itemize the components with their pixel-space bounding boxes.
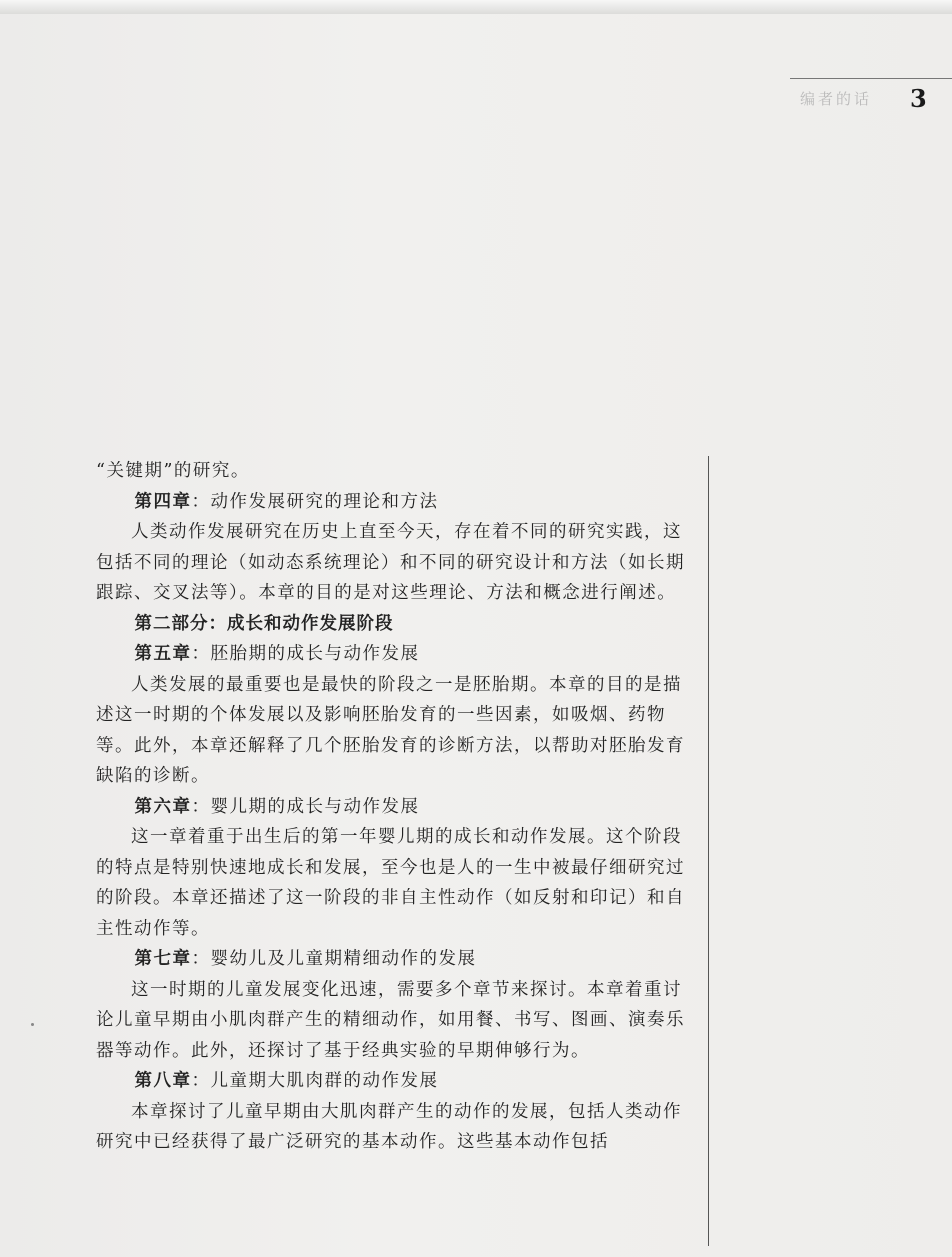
page-number: 3 bbox=[910, 84, 927, 113]
chapter-5-title: ：胚胎期的成长与动作发展 bbox=[191, 644, 420, 664]
chapter-6-heading bbox=[96, 792, 700, 823]
page-top-edge bbox=[0, 0, 952, 14]
page-body bbox=[96, 456, 700, 1158]
chapter-8-heading bbox=[96, 1066, 700, 1097]
chapter-8-title: ：儿童期大肌肉群的动作发展 bbox=[191, 1071, 439, 1091]
chapter-4-heading bbox=[96, 487, 700, 518]
chapter-7-title: ：婴幼儿及儿童期精细动作的发展 bbox=[191, 949, 477, 969]
chapter-7-label: 第七章 bbox=[134, 949, 192, 969]
chapter-7-heading bbox=[96, 944, 700, 975]
chapter-4-text: 人类动作发展研究在历史上直至今天，存在着不同的研究实践，这包括不同的理论（如动态系统理论）和不同的研究设计和方法（如长期跟踪、交叉法等）。本章的目的是对这些理论、方法和概念进行阐述。 bbox=[96, 522, 685, 603]
chapter-4-label: 第四章 bbox=[134, 491, 192, 512]
chapter-6-text: 这一章着重于出生后的第一年婴儿期的成长和动作发展。这个阶段的特点是特别快速地成长和发展，至今也是人的一生中被最仔细研究过的阶段。本章还描述了这一阶段的非自主性动作（如反射和印记）和自主性动作等。 bbox=[96, 827, 685, 939]
chapter-5-text: 人类发展的最重要也是最快的阶段之一是胚胎期。本章的目的是描述这一时期的个体发展以及影响胚胎发育的一些因素，如吸烟、药物等。此外，本章还解释了几个胚胎发育的诊断方法，以帮助对胚胎发育缺陷的诊断。 bbox=[96, 674, 685, 786]
chapter-4-title: ：动作发展研究的理论和方法 bbox=[191, 491, 439, 512]
chapter-5-heading bbox=[96, 639, 700, 670]
header-rule bbox=[790, 78, 952, 79]
chapter-6-title: ：婴儿期的成长与动作发展 bbox=[191, 796, 420, 817]
running-head: 编者的话 bbox=[800, 90, 873, 108]
chapter-7-text: 这一时期的儿童发展变化迅速，需要多个章节来探讨。本章着重讨论儿童早期由小肌肉群产生的精细动作，如用餐、书写、图画、演奏乐器等动作。此外，还探讨了基于经典实验的早期伸够行为。 bbox=[96, 979, 685, 1061]
chapter-6-label: 第六章 bbox=[134, 796, 192, 817]
chapter-8-text: 本章探讨了儿童早期由大肌肉群产生的动作的发展，包括人类动作研究中已经获得了最广泛研究的基本动作。这些基本动作包括 bbox=[96, 1101, 682, 1152]
scan-speck bbox=[31, 1023, 34, 1026]
part-2-heading: 第二部分：成长和动作发展阶段 bbox=[134, 613, 394, 634]
column-divider bbox=[708, 456, 709, 1246]
chapter-5-label: 第五章 bbox=[134, 644, 192, 664]
chapter-8-label: 第八章 bbox=[134, 1071, 192, 1091]
body-line: “关键期”的研究。 bbox=[96, 461, 250, 481]
